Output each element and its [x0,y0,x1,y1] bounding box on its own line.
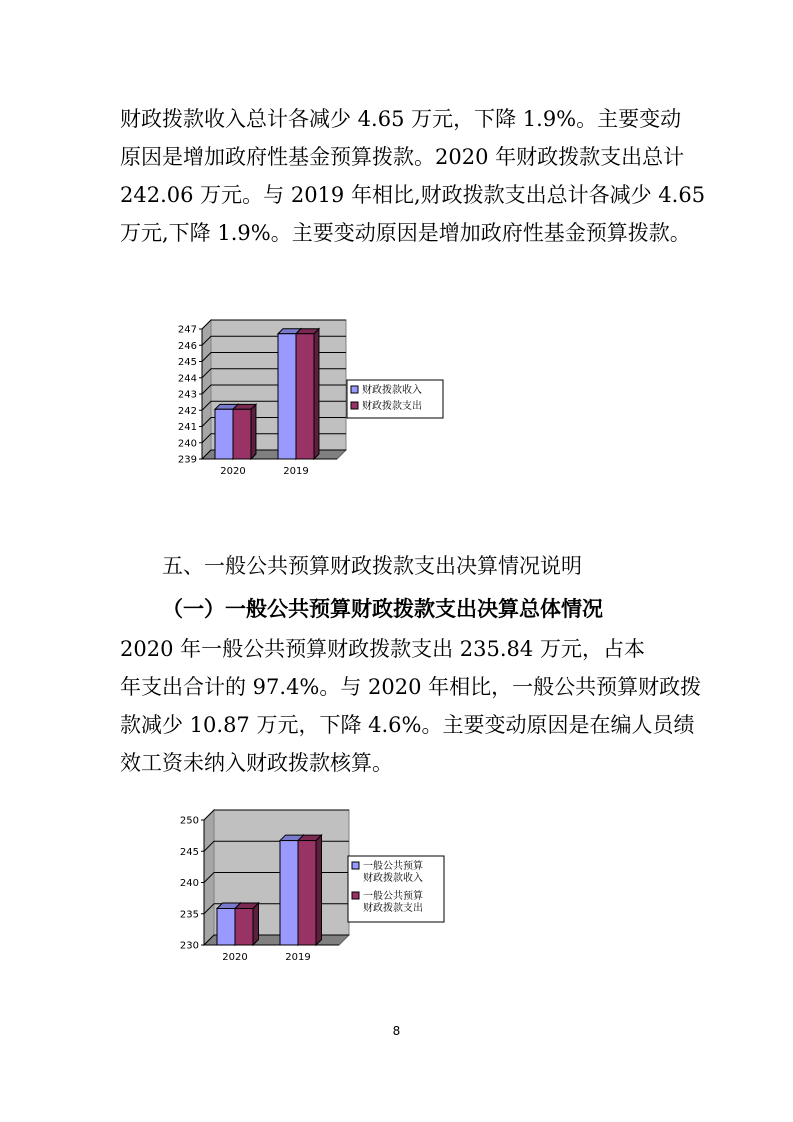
y-tick-label: 243 [177,389,197,401]
subsection-heading: （一）一般公共预算财政拨款支出决算总体情况 [162,597,603,621]
chart-general-budget [180,808,450,972]
legend-label: 财政拨款支出 [363,903,423,914]
legend-label: 财政拨款收入 [362,385,422,396]
legend-swatch [352,862,359,869]
text-line: 年支出合计的 97.4%。与 2020 年相比，一般公共预算财政拨 [120,675,702,699]
legend-label: 一般公共预算 [363,891,423,902]
x-tick-label: 2019 [283,466,309,477]
bar-side [251,404,256,459]
x-tick-label: 2019 [285,952,311,963]
y-tick-label: 245 [177,357,197,368]
bar [280,841,298,945]
bar [296,334,314,459]
legend-swatch [351,402,358,409]
y-tick-label: 246 [177,340,197,352]
paragraph-general-budget [120,630,702,782]
bar-side [314,329,319,459]
bar [278,334,296,459]
x-tick-label: 2020 [220,466,246,477]
paragraph-fiscal-summary [120,100,706,252]
y-tick-label: 250 [179,815,199,827]
text-line: 242.06 万元。与 2019 年相比,财政拨款支出总计各减少 4.65 [120,183,706,207]
text-line: 万元,下降 1.9%。主要变动原因是增加政府性基金预算拨款。 [120,221,691,245]
bar-side [253,903,259,945]
y-tick-label: 235 [179,909,199,921]
legend-label: 财政拨款收入 [363,873,423,884]
bar [215,409,233,459]
bar [217,909,235,946]
section-heading: 五、一般公共预算财政拨款支出决算情况说明 [162,554,582,578]
legend-label: 财政拨款支出 [362,401,422,412]
legend-swatch [351,386,358,393]
y-tick-label: 244 [177,373,197,385]
bar [233,409,251,459]
chart-fiscal-income-expense [177,318,450,487]
legend-swatch [352,892,359,899]
text-line: 效工资未纳入财政拨款核算。 [120,751,393,775]
text-line: 原因是增加政府性基金预算拨款。2020 年财政拨款支出总计 [120,145,685,169]
y-tick-label: 241 [177,422,197,433]
text-line: 2020 年一般公共预算财政拨款支出 235.84 万元，占本 [120,637,645,661]
legend-label: 一般公共预算 [363,861,423,872]
x-tick-label: 2020 [222,952,248,963]
y-tick-label: 239 [177,454,197,466]
bar-side [316,835,322,945]
bar-chart-2 [180,808,450,968]
y-tick-label: 245 [179,846,199,858]
page-number: 8 [392,1024,401,1038]
text-line: 款减少 10.87 万元，下降 4.6%。主要变动原因是在编人员绩 [120,713,695,737]
y-tick-label: 240 [177,438,197,450]
y-tick-label: 240 [179,878,199,889]
y-tick-label: 247 [177,324,197,336]
y-tick-label: 230 [179,940,199,952]
bar-chart-1 [177,318,450,483]
bar [235,909,253,946]
text-line: 财政拨款收入总计各减少 4.65 万元，下降 1.9%。主要变动 [120,107,682,131]
y-tick-label: 242 [177,405,197,417]
bar [298,841,316,945]
